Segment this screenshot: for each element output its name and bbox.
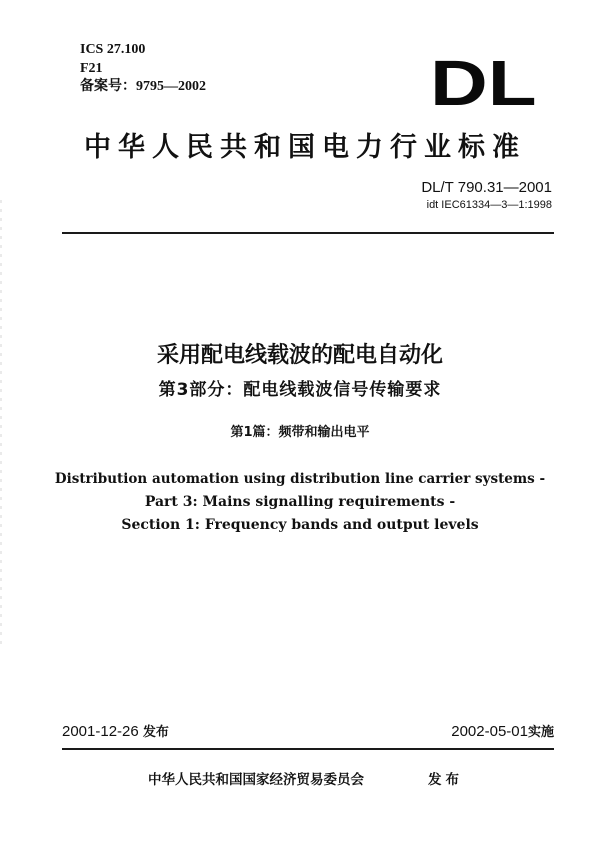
standard-category-title: 中华人民共和国电力行业标准 [84,132,526,163]
title-zh-section: 第1篇：频带和输出电平 [230,425,370,440]
implementation-date [451,722,554,743]
bottom-divider [62,748,554,750]
standard-equivalence: idt IEC61334—3—1:1998 [426,199,552,211]
title-en-line1: Distribution automation using distribution line carrier systems - [54,471,546,487]
record-number: 备案号：9795—2002 [80,79,206,94]
issue-date-label: 发布 [142,725,169,740]
ccs-code: F21 [80,60,103,76]
title-en-line2: Part 3: Mains signalling requirements - [144,494,456,510]
issue-date-value: 2001-12-26 [62,723,139,740]
document-metadata [80,41,206,97]
ics-code: ICS 27.100 [80,42,146,57]
standard-number: DL/T 790.31—2001 [421,179,552,196]
publish-action: 发布 [428,772,463,788]
title-zh-part: 第3部分：配电线载波信号传输要求 [158,380,442,400]
implementation-date-value: 2002-05-01 [451,723,528,740]
dl-logo: DL [430,47,537,119]
title-zh-main: 采用配电线载波的配电自动化 [156,343,443,368]
implementation-date-label: 实施 [527,725,554,740]
title-en-line3: Section 1: Frequency bands and output levels [121,517,479,533]
issue-date [62,722,169,743]
publisher-name: 中华人民共和国国家经济贸易委员会 [148,772,364,788]
top-divider [62,232,554,234]
